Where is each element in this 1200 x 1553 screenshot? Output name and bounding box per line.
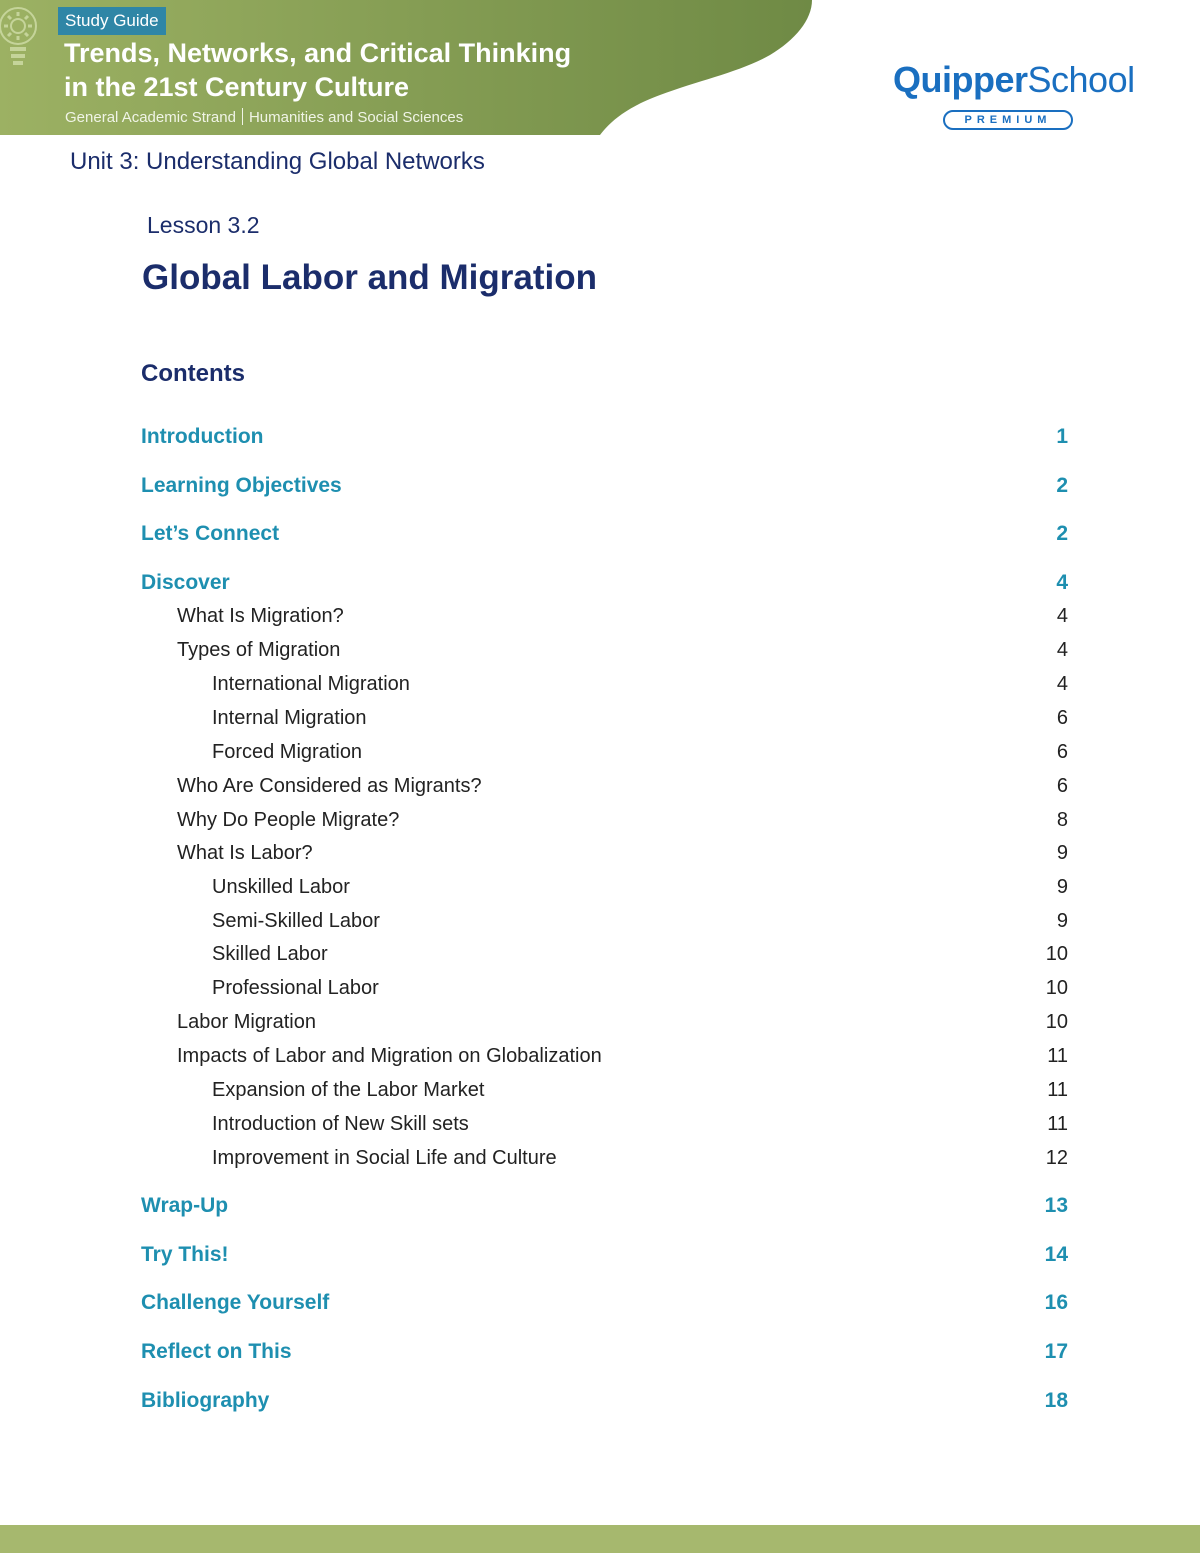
unit-heading: Unit 3: Understanding Global Networks — [70, 148, 485, 175]
toc-entry-page: 6 — [1056, 775, 1068, 797]
toc-entry-page: 4 — [1056, 673, 1068, 695]
toc-entry-page: 10 — [1045, 977, 1068, 999]
toc-entry-page: 4 — [1056, 571, 1068, 594]
course-title-line-2: in the 21st Century Culture — [64, 72, 410, 102]
toc-entry[interactable] — [0, 977, 1200, 1007]
toc-entry-label[interactable]: Discover — [141, 571, 230, 594]
toc-entry[interactable] — [0, 1194, 1200, 1224]
toc-entry-label[interactable]: Types of Migration — [177, 639, 341, 661]
toc-entry-label[interactable]: Who Are Considered as Migrants? — [177, 775, 482, 797]
divider — [242, 108, 243, 125]
lesson-number: Lesson 3.2 — [147, 212, 260, 238]
toc-entry-page: 9 — [1056, 842, 1068, 864]
header-band — [0, 0, 820, 135]
toc-entry-page: 13 — [1044, 1194, 1068, 1217]
toc-entry[interactable] — [0, 1291, 1200, 1321]
toc-entry[interactable] — [0, 639, 1200, 669]
toc-entry-page: 18 — [1044, 1389, 1068, 1412]
toc-entry-label[interactable]: Reflect on This — [141, 1340, 292, 1363]
toc-entry-label[interactable]: Bibliography — [141, 1389, 270, 1412]
toc-entry[interactable] — [0, 775, 1200, 805]
toc-entry-label[interactable]: Improvement in Social Life and Culture — [212, 1147, 557, 1169]
toc-entry-label[interactable]: Professional Labor — [212, 977, 379, 999]
toc-entry-label[interactable]: Introduction of New Skill sets — [212, 1113, 469, 1135]
toc-entry-label[interactable]: Wrap-Up — [141, 1194, 229, 1217]
toc-entry-label[interactable]: Unskilled Labor — [212, 876, 350, 898]
strand-line — [65, 108, 463, 126]
toc-entry-page: 11 — [1047, 1045, 1068, 1067]
toc-entry[interactable] — [0, 842, 1200, 872]
toc-entry-label[interactable]: Forced Migration — [212, 741, 363, 763]
toc-entry-page: 4 — [1056, 639, 1068, 661]
toc-entry[interactable] — [0, 425, 1200, 455]
toc-entry-label[interactable]: Try This! — [141, 1243, 229, 1266]
toc-entry-page: 9 — [1056, 876, 1068, 898]
toc-entry-page: 11 — [1047, 1079, 1068, 1101]
course-title — [64, 36, 764, 104]
toc-entry-page: 2 — [1056, 474, 1068, 497]
toc-entry-page: 10 — [1045, 1011, 1068, 1033]
toc-entry-label[interactable]: International Migration — [212, 673, 410, 695]
premium-tag: PREMIUM — [943, 110, 1073, 130]
logo-brand-bold: Quipper — [893, 59, 1028, 100]
toc-entry-label[interactable]: Expansion of the Labor Market — [212, 1079, 485, 1101]
toc-entry-page: 6 — [1056, 741, 1068, 763]
toc-entry[interactable] — [0, 809, 1200, 839]
contents-heading: Contents — [141, 360, 245, 387]
toc-entry[interactable] — [0, 1340, 1200, 1370]
toc-entry[interactable] — [0, 605, 1200, 635]
toc-entry-page: 2 — [1056, 522, 1068, 545]
toc-entry[interactable] — [0, 707, 1200, 737]
toc-entry-page: 1 — [1056, 425, 1068, 448]
toc-entry-label[interactable]: Learning Objectives — [141, 474, 342, 497]
toc-entry[interactable] — [0, 1011, 1200, 1041]
toc-entry-label[interactable]: Challenge Yourself — [141, 1291, 330, 1314]
toc-entry[interactable] — [0, 876, 1200, 906]
strand-label: General Academic Strand — [65, 109, 236, 126]
toc-entry[interactable] — [0, 1147, 1200, 1177]
toc-entry[interactable] — [0, 571, 1200, 601]
toc-entry-label[interactable]: Skilled Labor — [212, 943, 328, 965]
toc-entry-page: 10 — [1045, 943, 1068, 965]
toc-entry[interactable] — [0, 1045, 1200, 1075]
toc-entry[interactable] — [0, 1389, 1200, 1419]
toc-entry-label[interactable]: Labor Migration — [177, 1011, 316, 1033]
toc-entry[interactable] — [0, 943, 1200, 973]
track-label: Humanities and Social Sciences — [248, 109, 464, 126]
toc-entry[interactable] — [0, 474, 1200, 504]
logo-wordmark — [893, 58, 1133, 102]
toc-entry-label[interactable]: Let’s Connect — [141, 522, 280, 545]
lightbulb-gear-icon — [0, 0, 46, 70]
toc-entry-page: 16 — [1044, 1291, 1068, 1314]
toc-entry-page: 9 — [1056, 910, 1068, 932]
toc-entry-label[interactable]: Internal Migration — [212, 707, 367, 729]
toc-entry-label[interactable]: What Is Labor? — [177, 842, 313, 864]
lesson-title: Global Labor and Migration — [142, 258, 597, 297]
toc-entry-page: 14 — [1044, 1243, 1068, 1266]
toc-entry-label[interactable]: Why Do People Migrate? — [177, 809, 400, 831]
study-guide-badge: Study Guide — [58, 7, 166, 35]
toc-entry-page: 11 — [1047, 1113, 1068, 1135]
course-title-line-1: Trends, Networks, and Critical Thinking — [64, 38, 572, 68]
toc-entry[interactable] — [0, 522, 1200, 552]
toc-entry-label[interactable]: Semi-Skilled Labor — [212, 910, 380, 932]
toc-entry-page: 4 — [1056, 605, 1068, 627]
toc-entry-label[interactable]: Impacts of Labor and Migration on Globalization — [177, 1045, 602, 1067]
toc-entry[interactable] — [0, 910, 1200, 940]
toc-entry[interactable] — [0, 1079, 1200, 1109]
toc-entry-page: 12 — [1045, 1147, 1068, 1169]
toc-entry-page: 8 — [1056, 809, 1068, 831]
toc-entry-label[interactable]: Introduction — [141, 425, 264, 448]
quipper-school-logo — [893, 58, 1133, 138]
toc-entry[interactable] — [0, 741, 1200, 771]
toc-entry[interactable] — [0, 1113, 1200, 1143]
logo-brand-light: School — [1027, 59, 1135, 100]
footer-bar — [0, 1525, 1200, 1553]
toc-entry-page: 17 — [1044, 1340, 1068, 1363]
toc-entry[interactable] — [0, 1243, 1200, 1273]
toc-entry-page: 6 — [1056, 707, 1068, 729]
toc-entry-label[interactable]: What Is Migration? — [177, 605, 344, 627]
toc-entry[interactable] — [0, 673, 1200, 703]
